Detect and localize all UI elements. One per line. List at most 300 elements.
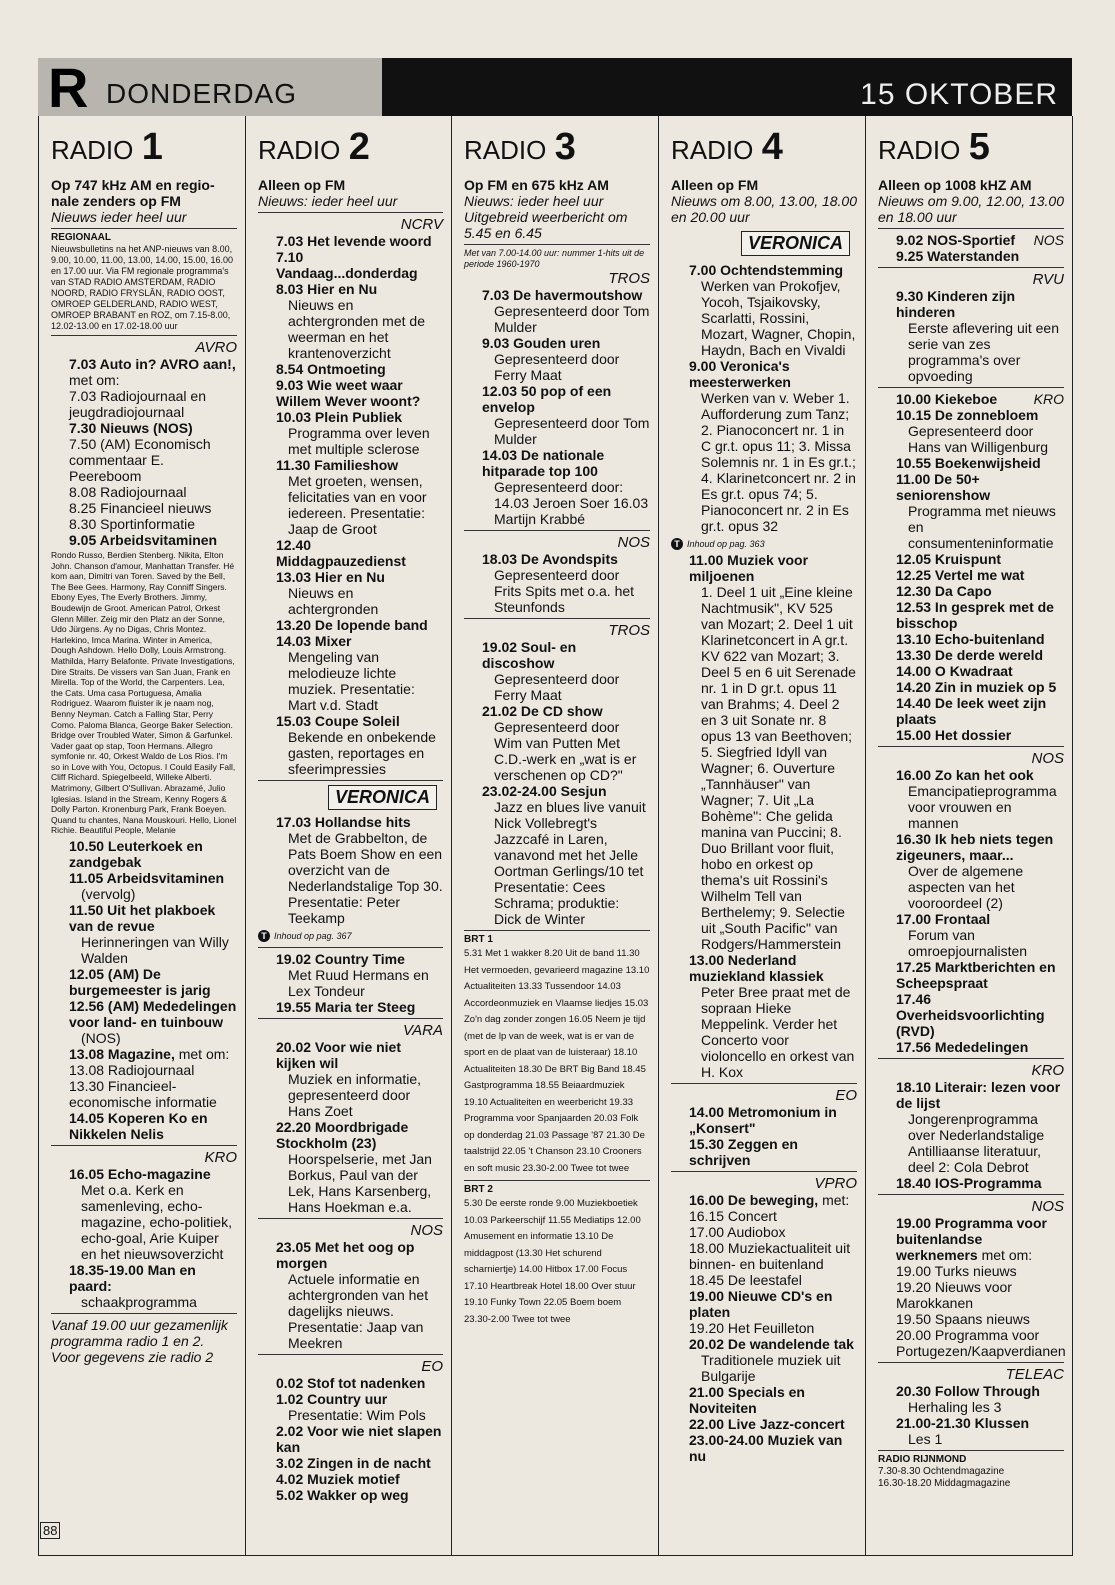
program-item: [69, 1078, 237, 1110]
program-item: [896, 647, 1064, 663]
radio-3-items-b: [464, 551, 650, 615]
program-description: 18.00 Muziekactualiteit uit binnen- en buitenland: [689, 1240, 851, 1272]
program-title: 17.25 Marktberichten en Scheepspraat: [896, 959, 1056, 991]
program-item: [689, 1136, 857, 1168]
radio-4-items-a: [671, 262, 857, 534]
radio-1-intro-news: Nieuws ieder heel uur: [51, 209, 187, 225]
program-item: [896, 1175, 1064, 1191]
program-item: [896, 455, 1064, 471]
program-title: 16.05 Echo-magazine: [69, 1166, 211, 1183]
program-item: [689, 1104, 857, 1136]
brt1-title: BRT 1: [464, 934, 493, 945]
program-title: 10.55 Boekenwijsheid: [896, 455, 1041, 471]
broadcaster-kro: KRO: [204, 1149, 237, 1167]
program-title: 7.03 Het levende woord: [276, 233, 432, 249]
program-item: [276, 1455, 443, 1471]
program-item: [896, 1263, 1064, 1279]
program-description: Gepresenteerd door Tom Mulder: [494, 303, 650, 335]
program-item: [69, 966, 237, 998]
radio-2-intro-news: Nieuws: ieder heel uur: [258, 193, 398, 209]
program-item: [896, 1279, 1064, 1311]
tv-guide-page: [38, 58, 1072, 1558]
program-item: [896, 695, 1064, 727]
program-title: 19.00 Nieuwe CD's en platen: [689, 1288, 833, 1320]
program-description: Peter Bree praat met de sopraan Hieke Meppelink. Verder het Concerto voor violoncello en orkest van H. Kox: [701, 984, 855, 1080]
broadcaster-tros-2: TROS: [608, 622, 650, 639]
program-title: 5.02 Wakker op weg: [276, 1487, 409, 1503]
program-item: [276, 814, 443, 926]
radio-3-title: RADIO 3: [464, 126, 576, 168]
program-item: [69, 436, 237, 484]
program-title: 19.55 Maria ter Steeg: [276, 999, 416, 1015]
program-title: 13.08 Magazine,: [69, 1046, 175, 1063]
radio-2-intro: Alleen op FM: [258, 177, 346, 193]
broadcaster-ncrv: NCRV: [400, 216, 443, 233]
program-item: [896, 567, 1064, 583]
program-title: 7.30 Nieuws (NOS): [69, 420, 193, 436]
program-item: [276, 1239, 443, 1351]
program-title: 9.05 Arbeidsvitaminen: [69, 532, 218, 548]
radio-1-items-b: [51, 838, 237, 1142]
radio-3-items-a: [464, 287, 650, 527]
columns: [38, 116, 1072, 1556]
program-title: 15.30 Zeggen en schrijven: [689, 1136, 798, 1168]
program-title: 11.30 Familieshow: [276, 457, 399, 473]
program-description: Over de algemene aspecten van het vooroordeel (2): [908, 863, 1024, 911]
program-item: [896, 391, 1064, 407]
brt2-title: BRT 2: [464, 1184, 493, 1195]
program-item: [689, 1288, 857, 1320]
program-item: [69, 388, 237, 420]
program-title: 12.56 (AM) Mededelingen voor land- en tuinbouw: [69, 998, 237, 1031]
program-title: 23.05 Met het oog op morgen: [276, 1239, 415, 1271]
program-item: [689, 1320, 857, 1336]
program-title: 17.03 Hollandse hits: [276, 814, 411, 830]
radio-logo: R: [48, 56, 89, 119]
program-description: 19.20 Het Feuilleton: [689, 1320, 815, 1336]
program-item: [689, 1224, 857, 1240]
info-icon: T: [258, 930, 270, 942]
radio-5-items-a: [878, 232, 1064, 264]
broadcaster-nos: NOS: [410, 1222, 443, 1239]
program-item: [482, 335, 650, 383]
program-item: [896, 248, 1064, 264]
brt1-schedule: 5.31 Met 1 wakker 8.20 Uit de band 11.30 Het vermoeden, gevarieerd magazine 13.10 Actualiteiten 13.33 Tussendoor 14.03 Accordeonmuziek en Vlaamse liedjes 15.03 Zo'n dag zonder zongen 16.05 Neem je tijd (met de lp van de week, wat is er van de sport en de plaat van de luisteraar) 18.10 Actualiteiten 18.30 De BRT Big Band 18.45 Gastprogramma 18.55 Beiaardmuziek 19.10 Actualiteiten en weerbericht 19.33 Programma voor Spanjaarden 20.03 Folk op donderdag 21.03 Passage '87 21.30 De taalstrijd 22.05 't Chanson 23.10 Crooners en soft music 23.30-2.00 Twee tot twee: [464, 948, 650, 1174]
broadcaster-teleac: TELEAC: [1005, 1366, 1064, 1383]
radio-5-items-f: [878, 1215, 1064, 1359]
program-title: 17.00 Frontaal: [896, 911, 991, 927]
program-description: Hoorspelserie, met Jan Borkus, Paul van der Lek, Hans Karsenberg, Hans Hoekman e.a.: [288, 1151, 432, 1215]
program-description: 20.00 Programma voor Portugezen/Kaapverdianen: [896, 1327, 1066, 1359]
program-title: 9.00 Veronica's meesterwerken: [689, 358, 791, 390]
radio-3-intro: Op FM en 675 kHz AM: [464, 177, 609, 193]
program-description: Bekende en onbekende gasten, reportages en sfeerimpressies: [288, 729, 436, 777]
program-item: [896, 767, 1064, 831]
program-item: [69, 516, 237, 532]
program-item: [689, 1240, 857, 1272]
broadcaster-tros: TROS: [608, 270, 650, 287]
program-item: [69, 1046, 237, 1062]
program-description: Gepresenteerd door Ferry Maat: [494, 671, 620, 703]
rijnmond-title: RADIO RIJNMOND: [878, 1454, 967, 1465]
radio-1-intro: Op 747 kHz AM en regio-nale zenders op FM: [51, 177, 215, 209]
program-item: [69, 870, 237, 902]
program-title: 20.02 De wandelende tak: [689, 1336, 854, 1352]
broadcaster-nos-2: NOS: [1031, 1198, 1064, 1215]
program-title: 18.03 De Avondspits: [482, 551, 618, 567]
program-item: [896, 831, 1064, 911]
program-item: [896, 663, 1064, 679]
program-title: 14.05 Koperen Ko en Nikkelen Nelis: [69, 1110, 208, 1143]
program-item: [896, 1383, 1064, 1415]
program-description: 13.08 Radiojournaal: [69, 1062, 195, 1079]
program-description: Emancipatieprogramma voor vrouwen en mannen: [908, 783, 1057, 831]
program-description: 8.30 Sportinformatie: [69, 516, 196, 532]
column-radio-1: [39, 116, 246, 1556]
broadcaster-eo: EO: [835, 1087, 857, 1104]
radio-4-title: RADIO 4: [671, 126, 783, 168]
program-description: Les 1: [908, 1431, 943, 1447]
broadcaster-tag: NOS: [1033, 232, 1064, 248]
program-title: 7.03 De havermoutshow: [482, 287, 643, 303]
program-description: 19.50 Spaans nieuws: [896, 1311, 1030, 1327]
day-name: DONDERDAG: [106, 78, 298, 109]
program-item: [69, 902, 237, 966]
program-title: 14.03 Mixer: [276, 633, 352, 649]
radio-5-title: RADIO 5: [878, 126, 990, 168]
program-item: [276, 361, 443, 377]
program-title: 13.30 De derde wereld: [896, 647, 1044, 663]
program-description: 18.45 De leestafel: [689, 1272, 802, 1288]
program-title: 23.02-24.00 Sesjun: [482, 783, 607, 799]
program-item: [689, 1384, 857, 1416]
program-description: Programma met nieuws en consumenteninformatie: [908, 503, 1056, 551]
program-item: [896, 911, 1064, 959]
radio-2-items-b: [258, 814, 443, 926]
program-item: [896, 1039, 1064, 1055]
program-item: [276, 1039, 443, 1119]
program-item: [689, 1208, 857, 1224]
program-description: Met Ruud Hermans en Lex Tondeur: [288, 967, 429, 999]
program-description: Met o.a. Kerk en samenleving, echo-magazine, echo-politiek, echo-goal, Arie Kuiper en het nieuwsoverzicht: [81, 1182, 232, 1263]
program-title: 3.02 Zingen in de nacht: [276, 1455, 431, 1471]
program-title: 17.56 Mededelingen: [896, 1039, 1029, 1055]
program-item: [276, 999, 443, 1015]
program-title: 10.15 De zonnebloem: [896, 407, 1039, 423]
program-item: [689, 1192, 857, 1208]
program-item: [276, 633, 443, 713]
radio-5-items-c: [878, 391, 1064, 743]
program-title: 21.00-21.30 Klussen: [896, 1415, 1030, 1431]
program-item: [896, 727, 1064, 743]
program-item: [276, 1119, 443, 1215]
program-description: 1. Deel 1 uit „Eine kleine Nachtmusik", KV 525 van Mozart; 2. Deel 1 uit Klarinetconcert in A gr.t. KV 622 van Mozart; 3. Deel 5 en 6 uit Serenade nr. 1 in D gr.t. opus 11 van Brahms; 4. Deel 2 en 3 uit Sonate nr. 8 opus 13 van Beethoven; 5. Siegfried Idyll van Wagner; 6. Ouverture „Tannhäuser" van Wagner; 7. Uit „La Bohème": Che gelida manina van Puccini; 8. Duo Brillant voor fluit, hobo en orkest op thema's uit Rossini's Wilhelm Tell van Berthelemy; 9. Selectie uit „South Pacific" van Rodgers/Hammerstein: [701, 584, 856, 952]
program-item: [482, 551, 650, 615]
program-description: 19.20 Nieuws voor Marokkanen: [896, 1279, 1012, 1311]
program-item: [276, 537, 443, 569]
program-title: 1.02 Country uur: [276, 1391, 388, 1407]
radio-2-items-d: [258, 1039, 443, 1215]
program-item: [482, 639, 650, 703]
program-item: [896, 631, 1064, 647]
program-item: [276, 617, 443, 633]
column-radio-4: [659, 116, 866, 1556]
program-description: Mengeling van melodieuze lichte muziek. Presentatie: Mart v.d. Stadt: [288, 649, 415, 713]
program-title: 12.05 Kruispunt: [896, 551, 1002, 567]
program-item: [689, 1336, 857, 1384]
radio-4-items-c: [671, 1104, 857, 1168]
radio-4-items-b: [671, 552, 857, 1080]
program-title: 13.10 Echo-buitenland: [896, 631, 1045, 647]
program-item: [276, 233, 443, 249]
veronica-logo-4: VERONICA: [671, 231, 857, 256]
broadcaster-nos: NOS: [617, 534, 650, 551]
program-title: 19.00 Programma voor buitenlandse werknemers: [896, 1215, 1047, 1263]
program-title: 7.10 Vandaag...donderdag: [276, 249, 418, 281]
program-item: [276, 281, 443, 361]
program-description: Nieuws en achtergronden met de weerman en het krantenoverzicht: [288, 297, 425, 361]
radio-5-items-g: [878, 1383, 1064, 1447]
program-description: Gepresenteerd door: 14.03 Jeroen Soer 16.03 Martijn Krabbé: [494, 479, 649, 527]
program-description: Forum van omroepjournalisten: [908, 927, 1028, 959]
regionaal-title: REGIONAAL: [51, 232, 111, 243]
program-item: [896, 407, 1064, 455]
program-title: 18.35-19.00 Man en paard:: [69, 1262, 196, 1295]
program-description: Eerste aflevering uit een serie van zes programma's over opvoeding: [908, 320, 1059, 384]
program-item: [276, 249, 443, 281]
program-item: [69, 998, 237, 1046]
program-item: [689, 1432, 857, 1464]
program-description: Werken van Prokofjev, Yocoh, Tsjaikovsky, Scarlatti, Rossini, Mozart, Wagner, Chopin, Haydn, Bach en Vivaldi: [701, 278, 856, 358]
program-title: 16.00 Zo kan het ook: [896, 767, 1034, 783]
program-title: 15.00 Het dossier: [896, 727, 1012, 743]
program-title: 16.00 De beweging,: [689, 1192, 819, 1208]
broadcaster-kro: KRO: [1031, 1062, 1064, 1079]
program-title: 9.02 NOS-Sportief: [896, 232, 1016, 248]
program-item: [896, 1327, 1064, 1359]
program-item: [276, 1375, 443, 1391]
program-description: met om:: [69, 372, 120, 388]
radio-2-items-f: [258, 1375, 443, 1503]
program-title: 0.02 Stof tot nadenken: [276, 1375, 426, 1391]
program-title: 12.53 In gesprek met de bisschop: [896, 599, 1054, 631]
program-description: 19.00 Turks nieuws: [896, 1263, 1017, 1279]
program-description: 7.03 Radiojournaal en jeugdradiojournaal: [69, 388, 206, 420]
program-item: [896, 551, 1064, 567]
program-item: [276, 377, 443, 409]
radio-1-items-c: [51, 1166, 237, 1310]
program-item: [276, 1471, 443, 1487]
program-title: 11.05 Arbeidsvitaminen: [69, 870, 225, 887]
program-title: 12.25 Vertel me wat: [896, 567, 1025, 583]
program-title: 14.00 Metromonium in „Konsert": [689, 1104, 837, 1136]
radio-2-items-a: [258, 233, 443, 777]
program-title: 13.20 De lopende band: [276, 617, 428, 633]
program-item: [276, 1391, 443, 1423]
program-description: met om:: [178, 1046, 230, 1063]
program-description: Met groeten, wensen, felicitaties van en voor iedereen. Presentatie: Jaap de Groot: [288, 473, 427, 537]
broadcaster-nos: NOS: [1031, 750, 1064, 767]
program-description: Gepresenteerd door Wim van Putten Met C.D.-werk en „wat is er verschenen op CD?": [494, 719, 637, 783]
radio-2-items-c: [258, 951, 443, 1015]
veronica-logo: VERONICA: [258, 785, 443, 810]
broadcaster-eo: EO: [421, 1358, 443, 1375]
program-description: 17.00 Audiobox: [689, 1224, 786, 1240]
program-title: 11.50 Uit het plakboek van de revue: [69, 902, 216, 935]
program-title: 14.20 Zin in muziek op 5: [896, 679, 1057, 695]
program-item: [276, 951, 443, 999]
program-description: Gepresenteerd door Tom Mulder: [494, 415, 650, 447]
program-description: met:: [822, 1192, 850, 1208]
program-description: Met de Grabbelton, de Pats Boem Show en een overzicht van de Nederlandstalige Top 30. Presentatie: Peter Teekamp: [288, 830, 443, 926]
program-description: 16.15 Concert: [689, 1208, 777, 1224]
program-description: 8.08 Radiojournaal: [69, 484, 187, 500]
program-item: [276, 457, 443, 537]
program-item: [482, 447, 650, 527]
program-item: [69, 500, 237, 516]
program-item: [896, 288, 1064, 384]
program-description: Herinneringen van Willy Walden: [81, 934, 229, 967]
program-item: [482, 703, 650, 783]
program-description: Gepresenteerd door Hans van Willigenburg: [908, 423, 1049, 455]
program-item: [482, 783, 650, 927]
program-description: Traditionele muziek uit Bulgarije: [701, 1352, 841, 1384]
program-title: 9.30 Kinderen zijn hinderen: [896, 288, 1016, 320]
program-description: schaakprogramma: [81, 1294, 197, 1311]
radio-2-title: RADIO 2: [258, 126, 370, 168]
column-radio-5: [866, 116, 1073, 1556]
header-left-band: [38, 56, 382, 119]
program-title: 14.40 De leek weet zijn plaats: [896, 695, 1047, 727]
program-description: (NOS): [81, 1030, 121, 1047]
radio-5-items-b: [878, 288, 1064, 384]
program-item: [689, 262, 857, 358]
program-item: [69, 1062, 237, 1078]
info-icon: T: [671, 538, 683, 550]
radio-5-intro: Alleen op 1008 kHZ AM: [878, 177, 1032, 193]
program-title: 11.00 Muziek voor miljoenen: [689, 552, 809, 584]
program-item: [276, 409, 443, 457]
program-item: [276, 1423, 443, 1455]
page-header: [38, 56, 1072, 119]
program-item: [69, 532, 237, 548]
program-item: [896, 991, 1064, 1039]
program-title: 20.02 Voor wie niet kijken wil: [276, 1039, 402, 1071]
program-title: 13.03 Hier en Nu: [276, 569, 385, 585]
radio-1-title: RADIO 1: [51, 126, 163, 168]
program-title: 8.03 Hier en Nu: [276, 281, 378, 297]
program-description: Jazz en blues live vanuit Nick Vollebregt's Jazzcafé in Laren, vanavond met het Jelle Oortman Gerlings/10 tet Presentatie: Cees Schrama; produktie: Dick de Winter: [494, 799, 646, 927]
column-radio-3: [452, 116, 659, 1556]
radio-2-items-e: [258, 1239, 443, 1351]
program-title: 19.02 Soul- en discoshow: [482, 639, 577, 671]
program-title: 18.40 IOS-Programma: [896, 1175, 1042, 1191]
program-title: 23.00-24.00 Muziek van nu: [689, 1432, 843, 1464]
program-description: Gepresenteerd door Ferry Maat: [494, 351, 620, 383]
program-description: Actuele informatie en achtergronden van het dagelijks nieuws. Presentatie: Jaap van Meekren: [288, 1271, 429, 1351]
program-item: [689, 552, 857, 952]
program-title: 9.03 Wie weet waar Willem Wever woont?: [276, 377, 421, 409]
program-item: [896, 471, 1064, 551]
program-title: 7.00 Ochtendstemming: [689, 262, 844, 278]
radio-2-info-note: T Inhoud op pag. 367: [258, 926, 443, 944]
program-item: [69, 1166, 237, 1262]
radio-4-intro: Alleen op FM: [671, 177, 759, 193]
program-description: met om:: [981, 1247, 1033, 1263]
broadcaster-rvu: RVU: [1032, 271, 1064, 288]
program-item: [482, 383, 650, 447]
program-title: 7.03 Auto in? AVRO aan!,: [69, 356, 236, 372]
program-item: [896, 583, 1064, 599]
program-description: Muziek en informatie, gepresenteerd door Hans Zoet: [288, 1071, 422, 1119]
program-item: [69, 1110, 237, 1142]
radio-1-items-a: [51, 356, 237, 548]
broadcaster-tag: KRO: [1033, 391, 1064, 407]
program-title: 2.02 Voor wie niet slapen kan: [276, 1423, 442, 1455]
broadcaster-vara: VARA: [402, 1022, 443, 1039]
program-description: Gepresenteerd door Frits Spits met o.a. het Steunfonds: [494, 567, 635, 615]
program-title: 12.05 (AM) De burgemeester is jarig: [69, 966, 211, 999]
program-item: [689, 952, 857, 1080]
program-title: 12.30 Da Capo: [896, 583, 992, 599]
program-title: 22.00 Live Jazz-concert: [689, 1416, 845, 1432]
program-description: Programma over leven met multiple sclerose: [288, 425, 430, 457]
broadcaster-avro: AVRO: [195, 339, 237, 356]
program-item: [896, 599, 1064, 631]
program-item: [896, 232, 1064, 248]
program-title: 4.02 Muziek motief: [276, 1471, 400, 1487]
radio-4-info-note: T Inhoud op pag. 363: [671, 534, 857, 552]
program-title: 18.10 Literair: lezen voor de lijst: [896, 1079, 1061, 1111]
program-item: [689, 1416, 857, 1432]
program-title: 16.30 Ik heb niets tegen zigeuners, maar...: [896, 831, 1054, 863]
program-title: 15.03 Coupe Soleil: [276, 713, 400, 729]
program-title: 9.03 Gouden uren: [482, 335, 601, 351]
program-description: (vervolg): [81, 886, 136, 903]
rijnmond-line-1: 7.30-8.30 Ochtendmagazine: [878, 1466, 1005, 1477]
radio-4-intro-news: Nieuws om 8.00, 13.00, 18.00 en 20.00 uur: [671, 193, 858, 225]
program-description: 13.30 Financieel-economische informatie: [69, 1078, 217, 1111]
page-number: 88: [40, 1522, 60, 1539]
program-description: 8.25 Financieel nieuws: [69, 500, 212, 516]
program-description: Herhaling les 3: [908, 1399, 1002, 1415]
broadcaster-vpro: VPRO: [814, 1175, 857, 1192]
rijnmond-line-2: 16.30-18.20 Middagmagazine: [878, 1478, 1011, 1489]
program-item: [69, 356, 237, 388]
program-item: [689, 1272, 857, 1288]
program-item: [896, 1079, 1064, 1175]
program-title: 12.03 50 pop of een envelop: [482, 383, 612, 415]
program-title: 10.00 Kiekeboe: [896, 391, 998, 407]
radio-3-items-c: [464, 639, 650, 927]
program-title: 9.25 Waterstanden: [896, 248, 1020, 264]
program-title: 22.20 Moordbrigade Stockholm (23): [276, 1119, 409, 1151]
program-description: Jongerenprogramma over Nederlandstalige Antilliaanse literatuur, deel 2: Cola Debrot: [908, 1111, 1045, 1175]
program-title: 19.02 Country Time: [276, 951, 405, 967]
program-title: 21.02 De CD show: [482, 703, 603, 719]
program-description: Presentatie: Wim Pols: [288, 1407, 426, 1423]
song-list: Rondo Russo, Berdien Stenberg. Nikita, Elton John. Chanson d'amour, Manhattan Transfer. Hé kom aan, Dimitri van Toren. Saved by the Bell, The Bee Gees. Harmony, Ray Conniff Singers. Ebony Eyes, The Everly Brothers. Jimmy, Boudewijn de Groot. American Patrol, Orkest Glenn Miller. Zeig mir den Platz an der Sonne, Udo Jürgens. Ay no Digas, Chris Montez. Harlekino, Imca Marina. Winter in America, Dough Ashdown. Hello Dolly, Louis Armstrong. Mathilda, Harry Belafonte. Private Investigations, Dire Straits. De vissers van San Juan, Frank en Mirella. Top of the World, the Carpenters. Lea, the Cats. Uma casa Portuguesa, Amalia Rodriguez. Waarom fluister ik je naam nog, Benny Neyman. Catch a Falling Star, Perry Como. Paloma Blanca, George Baker Selection. Bridge over Troubled Water, Simon & Garfunkel. Vader gaat op stap, Toon Hermans. Allegro symfonie nr. 40, Orkest Waldo de Los Rios. I'm so in Love with You, Octopus. I Could Easily Fall, Cliff Richard. Spiegelbeeld, Willeke Alberti. Matrimony, Gilbert O'Sullivan. Abrazamé, Julio Iglesias. Island in the Stream, Kenny Rogers & Dolly Parton. Kronenburg Park, Frank Boeyen. Quand tu chantes, Nana Mouskouri. Hello, Lionel Richie. Beautiful People, Melanie: [51, 550, 237, 836]
program-title: 20.30 Follow Through: [896, 1383, 1040, 1399]
radio-3-intro-news: Nieuws: ieder heel uur Uitgebreid weerbericht om 5.45 en 6.45: [464, 193, 628, 241]
radio-5-items-d: [878, 767, 1064, 1055]
program-item: [69, 838, 237, 870]
program-item: [689, 358, 857, 534]
program-item: [896, 1215, 1064, 1263]
program-title: 10.03 Plein Publiek: [276, 409, 403, 425]
program-description: Werken van v. Weber 1. Aufforderung zum Tanz; 2. Pianoconcert nr. 1 in C gr.t. opus 11; 3. Missa Solemnis nr. 1 in Es gr.t.; 4. Klarinetconcert nr. 2 in Es gr.t. opus 74; 5. Pianoconcert nr. 2 in Es gr.t. opus 32: [701, 390, 856, 534]
radio-3-note: Met van 7.00-14.00 uur: nummer 1-hits uit de periode 1960-1970: [464, 248, 645, 269]
